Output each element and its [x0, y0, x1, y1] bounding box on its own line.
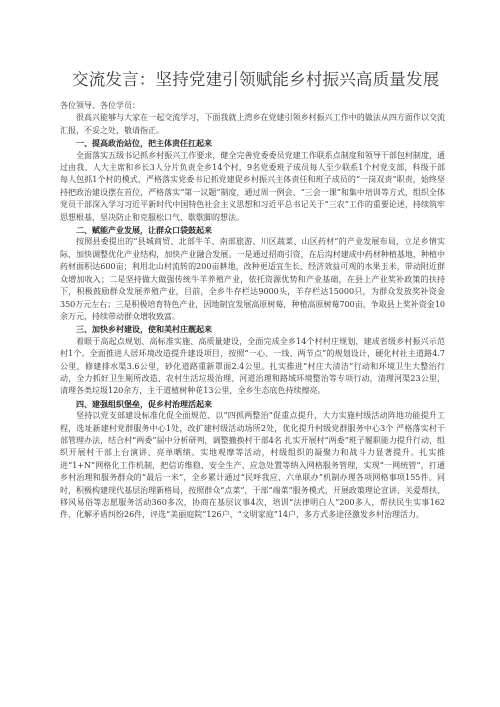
section-4-paragraph: 坚持以党支部建设标准化促全面规范、以“四抓两整治”促重点提升，大力实施村级活动阵地功能提升工程，选址新建村党群服务中心1处，改扩建村级活动场所2处，优化提升村级党群服务中心3个 严格落实村干部管理办法，结合村“两委”届中分析研判，调整撤换村干部4名 扎实开展村“两委”班子履职能力提升行动，组织开展村干部上台演讲、亮单晒绩、实地观摩等活动，村级组织的凝聚力和战斗力显著提升。扎实推进“1+N”网格化工作机制，把信访维稳、安全生产、应急处置等纳入网格服务管理，实现“一网统管”，打通乡村治理和服务群众的“最后一米”，全乡累计通过“民呼我应、六单联办”机制办理各项网格事项155件。同时，积极构建现代基层治理新格局，按照群众“点菜”，干部“端菜”服务模式，开展政策理论宣讲、关爱帮扶、移风易俗等志愿服务活动360多次，协商在基层议事4次，培训“法律明白人”200多人，帮扶民生实事162件，化解矛盾纠纷26件，评选“美丽庭院”126户、“文明家庭”14户，多方式多途径激发乡村治理活力。 [60, 411, 445, 520]
intro-paragraph: 很高兴能够与大家在一起交流学习，下面我就上湾乡在党建引领乡村振兴工作中的做法从四方面作以交流汇报，不妥之处，敬请指正。 [60, 113, 445, 135]
section-heading-3: 三、加快乡村建设，使和美村庄靓起来 [76, 324, 212, 335]
document-body [60, 100, 445, 522]
section-2-paragraph: 按照县委提出的“县城商贸、北部牛羊、南部旅游、川区蔬菜、山区药材”的产业发展布局，立足乡情实际，加快调整优化产业结构，加快产业融合发展。一是通过招商引资，在后沟村建成中药材种植基地，种植中药材面积达600亩；利用北山村流转的200亩耕地，改种更适宜生长、经济效益可观的水果玉米，带动附近群众增加收入；二是坚持做大做强传统牛羊养殖产业，依托资源优势和产业基础，在县上产业奖补政策的扶持下，积极鼓励群众发展养殖产业，目前，全乡牛存栏达9000头，羊存栏达15000只，为群众发放奖补资金350万元左右；三是积极培育特色产业，因地制宜发展高原树莓，种植高原树莓700亩，争取县上奖补资金10余万元，持续带动群众增收致富。 [60, 237, 445, 321]
section-1-paragraph: 全面落实五级书记抓乡村振兴工作要求，健全完善党委委员党建工作联系点制度和领导干部包村制度，通过由我、人大主席和乡长3人分片负责全乡14个村，9名党委班子成员每人至少联系1个村党支部，科级干部每人包抓1个村的模式，严格落实党委书记抓党建促乡村振兴主体责任和班子成员的“一岗双责”职责，始终坚持把政治建设摆在首位，严格落实“第一议题”制度，通过周一例会、“三会一课”和集中培训等方式，组织全体党员干部深入学习习近平新时代中国特色社会主义思想和习近平总书记关于“三农”工作的重要论述，持续筑牢思想根基，坚决防止和克服松口气、歇歇脚的想法。 [60, 150, 445, 222]
section-3-paragraph: 着眼于高起点规划、高标准实施、高质量建设，全面完成全乡14个村村庄规划，建成省级乡村振兴示范村1个。全面推进人居环境改造提升建设项目，按照“一心、一线、两节点”的规划设计，硬化村社主道路4.7公里，修建排水渠3.6公里，砂化道路重新罩面2.4公里。扎实推进“村庄大清洁”行动和环境卫生大整治行动，全力抓好卫生厕所改造、农村生活垃圾治理、河道治理和路域环境整治等专项行动，清理河渠23公里，清理各类垃圾120余方，主干道植树种花13公里，全乡生态底色持续擦亮。 [60, 336, 445, 396]
salutation: 各位领导、各位学员： [60, 101, 140, 110]
document-title: 交流发言：坚持党建引领赋能乡村振兴高质量发展 [72, 70, 440, 89]
section-heading-1: 一、提高政治站位，把主体责任扛起来 [76, 138, 212, 149]
section-heading-2: 二、赋能产业发展，让群众口袋鼓起来 [76, 225, 212, 236]
section-heading-4: 四、建强组织堡垒，促乡村治理活起来 [76, 398, 212, 409]
